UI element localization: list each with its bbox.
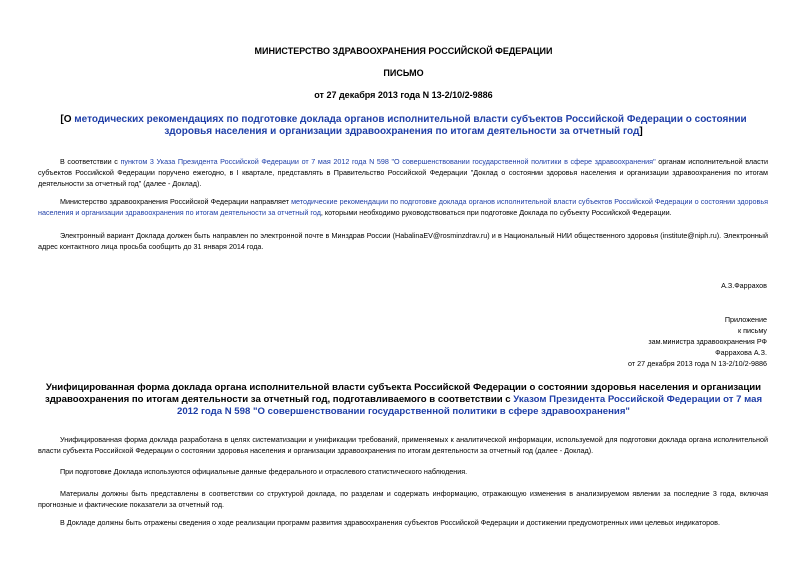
paragraph-1 bbox=[38, 156, 768, 189]
body-paragraph-3: Материалы должны быть представлены в соответствии со структурой доклада, по разделам и содержать информацию, отражающую изменения в анализируемом явлении за последние 3 года, включая прогнозные и фактические показатели за отчетный год. bbox=[38, 489, 768, 509]
body-paragraph-1: Унифицированная форма доклада разработана в целях систематизации и унификации требований, применяемых к аналитической информации, используемой для подготовки доклада органа исполнительной власти субъекта Российской Федерации о состоянии здоровья населения и организации здравоохранения по итогам деятельности за отчетный год (далее - Доклад). bbox=[38, 435, 768, 455]
title-lead: О bbox=[63, 114, 75, 125]
paragraph-2 bbox=[38, 196, 768, 218]
appendix-line-2: к письму bbox=[737, 326, 767, 335]
unified-form-title-text: Унифицированная форма доклада органа исполнительной власти субъекта Российской Федерации о состоянии здоровья населения и организации здравоохранения по итогам деятельности за отчетный год, подготавливаемого в соответствии с bbox=[44, 382, 762, 405]
body-paragraph-2: При подготовке Доклада используются официальные данные федерального и отраслевого статистического наблюдения. bbox=[60, 467, 468, 476]
title-open-bracket: [ bbox=[60, 114, 64, 125]
letter-title bbox=[40, 114, 767, 138]
doc-type-heading: ПИСЬМО bbox=[383, 68, 424, 78]
title-close-bracket: ] bbox=[639, 126, 643, 137]
paragraph-2-text-b: , которыми необходимо руководствоваться при подготовке Доклада по субъекту Российской Федерации. bbox=[320, 208, 672, 217]
paragraph-1-text-a: В соответствии с bbox=[60, 157, 121, 166]
appendix-line-5: от 27 декабря 2013 года N 13-2/10/2-9886 bbox=[628, 359, 767, 368]
ministry-heading: МИНИСТЕРСТВО ЗДРАВООХРАНЕНИЯ РОССИЙСКОЙ ФЕДЕРАЦИИ bbox=[254, 46, 553, 56]
methodical-recommendations-link[interactable]: методические рекомендации по подготовке доклада органов исполнительной власти субъектов Российской Федерации о состоянии здоровья населения и организации здравоохранения по итогам деятельности за отчетный год bbox=[38, 197, 768, 217]
title-link[interactable]: методических рекомендациях по подготовке доклада органов исполнительной власти субъектов Российской Федерации о состоянии здоровья населения и организации здравоохранения по итогам деятельности за отчетный год bbox=[74, 114, 747, 137]
signature: А.З.Фаррахов bbox=[721, 281, 767, 290]
paragraph-2-text-a: Министерство здравоохранения Российской Федерации направляет bbox=[60, 197, 292, 206]
appendix-line-1: Приложение bbox=[724, 315, 767, 324]
appendix-block bbox=[467, 314, 767, 369]
body-paragraph-4: В Докладе должны быть отражены сведения о ходе реализации программ развития здравоохранения субъектов Российской Федерации и достижении предусмотренных ими целевых индикаторов. bbox=[60, 518, 720, 527]
decree-598-title-link[interactable]: Указом Президента Российской Федерации от 7 мая 2012 года N 598 "О совершенствовании государственной политики в сфере здравоохранения" bbox=[177, 394, 763, 417]
decree-598-link[interactable]: пунктом 3 Указа Президента Российской Федерации от 7 мая 2012 года N 598 "О совершенствовании государственной политики в сфере здравоохранения" bbox=[120, 157, 656, 166]
unified-form-title bbox=[40, 382, 767, 418]
appendix-line-4: Фаррахова А.З. bbox=[715, 348, 767, 357]
paragraph-3: Электронный вариант Доклада должен быть направлен по электронной почте в Минздрав России (HabalinaEV@rosminzdrav.ru) и в Национальный НИИ общественного здоровья (institute@niph.ru). Электронный адрес контактного лица просьба сообщить до 31 января 2014 года. bbox=[38, 231, 768, 251]
appendix-line-3: зам.министра здравоохранения РФ bbox=[648, 337, 767, 346]
doc-date-number: от 27 декабря 2013 года N 13-2/10/2-9886 bbox=[314, 90, 493, 100]
paragraph-1-text-b: органам исполнительной власти субъектов Российской Федерации поручено ежегодно, в I квартале, представлять в Правительство Российской Федерации "Доклад о состоянии здоровья населения и организации здравоохранения по итогам деятельности за отчетный год" (далее - Доклад). bbox=[38, 157, 768, 188]
